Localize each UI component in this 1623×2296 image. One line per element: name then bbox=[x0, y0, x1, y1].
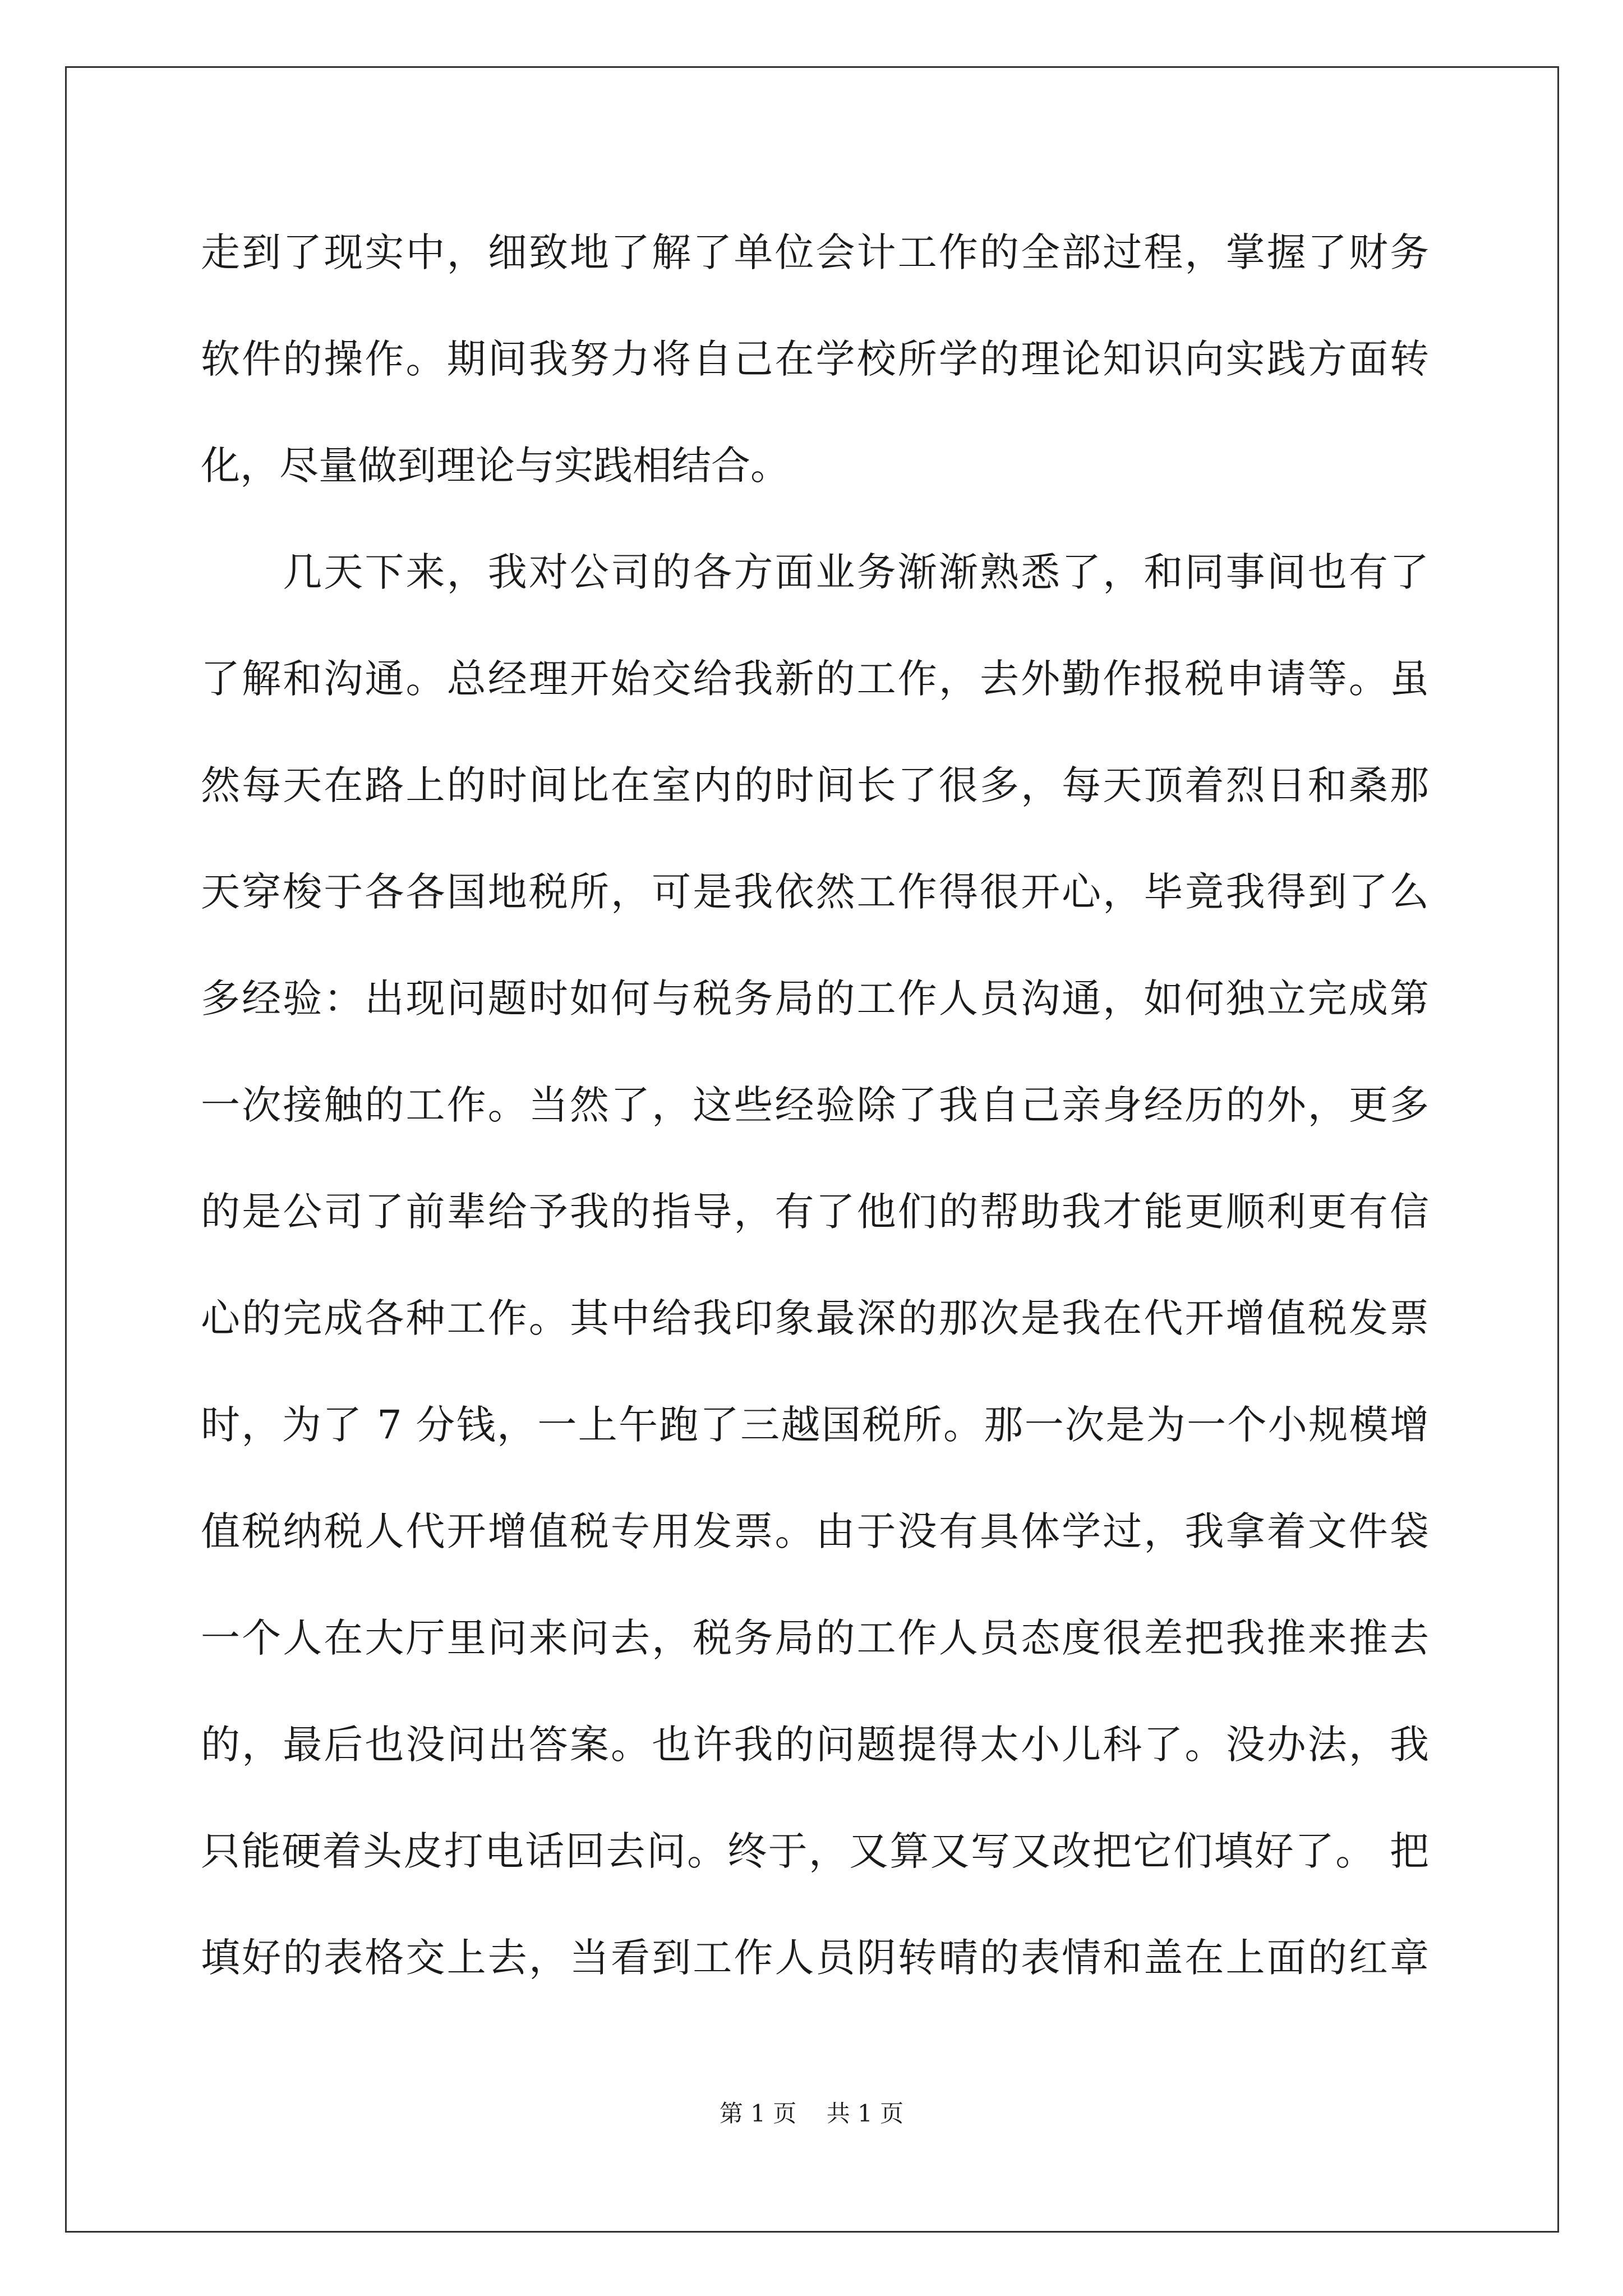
page-number-footer: 第 1 页 共 1 页 bbox=[719, 2100, 904, 2127]
text-line: 软件的操作。期间我努力将自己在学校所学的理论知识向实践方面转 bbox=[201, 336, 1429, 382]
text-line: 多经验：出现问题时如何与税务局的工作人员沟通，如何独立完成第 bbox=[201, 976, 1429, 1022]
text-line: 心的完成各种工作。其中给我印象最深的那次是我在代开增值税发票 bbox=[201, 1295, 1429, 1341]
text-line: 化，尽量做到理论与实践相结合。 bbox=[201, 443, 790, 489]
text-line: 的是公司了前辈给予我的指导，有了他们的帮助我才能更顺利更有信 bbox=[201, 1189, 1429, 1235]
text-line: 时，为了 7 分钱，一上午跑了三越国税所。那一次是为一个小规模增 bbox=[201, 1402, 1429, 1448]
text-line: 了解和沟通。总经理开始交给我新的工作，去外勤作报税申请等。虽 bbox=[201, 656, 1429, 702]
text-line: 的，最后也没问出答案。也许我的问题提得太小儿科了。没办法，我 bbox=[201, 1722, 1429, 1768]
text-line: 走到了现实中，细致地了解了单位会计工作的全部过程，掌握了财务 bbox=[201, 229, 1429, 275]
text-line: 然每天在路上的时间比在室内的时间长了很多，每天顶着烈日和桑那 bbox=[201, 762, 1429, 808]
text-line: 填好的表格交上去，当看到工作人员阴转晴的表情和盖在上面的红章 bbox=[201, 1935, 1429, 1981]
text-line: 一次接触的工作。当然了，这些经验除了我自己亲身经历的外，更多 bbox=[201, 1082, 1429, 1128]
text-line: 天穿梭于各各国地税所，可是我依然工作得很开心，毕竟我得到了么 bbox=[201, 869, 1429, 915]
text-line: 几天下来，我对公司的各方面业务渐渐熟悉了，和同事间也有了 bbox=[201, 549, 1429, 595]
text-line: 一个人在大厅里问来问去，税务局的工作人员态度很差把我推来推去 bbox=[201, 1615, 1429, 1661]
text-line: 值税纳税人代开增值税专用发票。由于没有具体学过，我拿着文件袋 bbox=[201, 1508, 1429, 1554]
text-line: 只能硬着头皮打电话回去问。终于，又算又写又改把它们填好了。 把 bbox=[201, 1828, 1429, 1874]
